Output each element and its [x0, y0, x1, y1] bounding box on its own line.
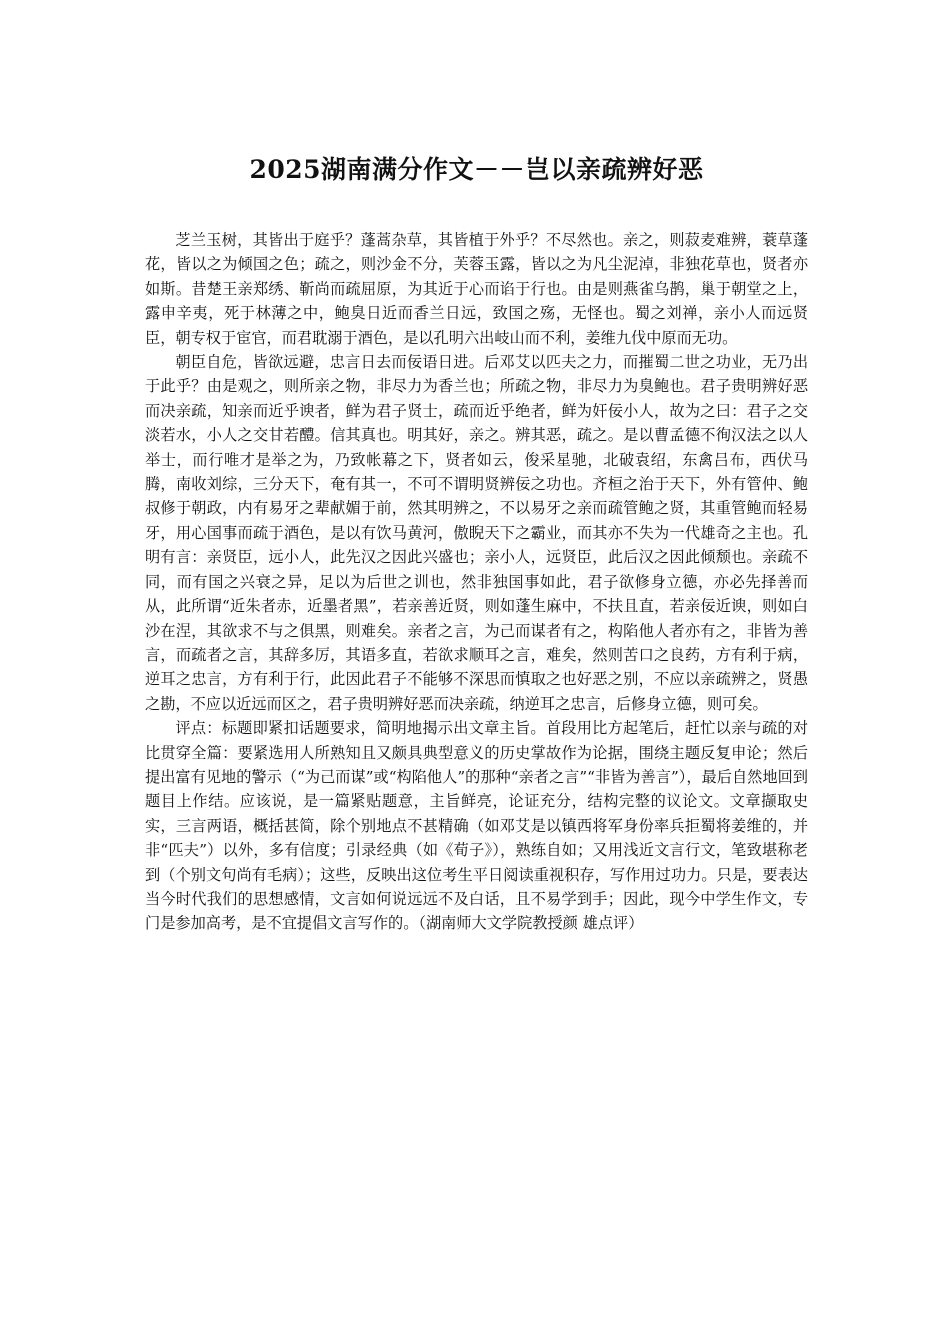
document-title: 2025湖南满分作文－－岂以亲疏辨好恶	[249, 155, 704, 184]
paragraph-2: 朝臣自危，皆欲远避，忠言日去而佞语日进。后邓艾以匹夫之力，而摧蜀二世之功业，无乃出于此乎？由是观之，则所亲之物，非尽力为香兰也；所疏之物，非尽力为臭鲍也。君子贵明辨好恶而决亲疏，知亲而近乎谀者，鲜为君子贤士，疏而近乎绝者，鲜为奸佞小人，故为之曰：君子之交淡若水，小人之交甘若醴。信其真也。明其好，亲之。辨其恶，疏之。是以曹孟德不徇汉法之以人举士，而行唯才是举之为，乃致帐幕之下，贤者如云，俊采星驰，北破袁绍，东禽吕布，西伏马腾，南收刘综，三分天下，奄有其一，不可不谓明贤辨佞之功也。齐桓之治于天下，外有管仲、鲍叔修于朝政，内有易牙之辈献媚于前，然其明辨之，不以易牙之亲而疏管鲍之贤，其重管鲍而轻易牙，用心国事而疏于酒色，是以有饮马黄河，傲睨天下之霸业，而其亦不失为一代雄奇之主也。孔明有言：亲贤臣，远小人，此先汉之因此兴盛也；亲小人，远贤臣，此后汉之因此倾颓也。亲疏不同，而有国之兴衰之异，足以为后世之训也，然非独国事如此，君子欲修身立德，亦必先择善而从，此所谓“近朱者赤，近墨者黑”，若亲善近贤，则如蓬生麻中，不扶且直，若亲佞近谀，则如白沙在涅，其欲求不与之俱黑，则难矣。亲者之言，为己而谋者有之，构陷他人者亦有之，非皆为善言，而疏者之言，其辞多厉，其语多直，若欲求顺耳之言，难矣，然则苦口之良药，方有利于病，逆耳之忠言，方有利于行，此因此君子不能够不深思而慎取之也好恶之别，不应以亲疏辨之，贤愚之勘，不应以近远而区之，君子贵明辨好恶而决亲疏，纳逆耳之忠言，后修身立德，则可矣。	[145, 353, 808, 713]
commentary-paragraph: 评点：标题即紧扣话题要求，简明地揭示出文章主旨。首段用比方起笔后，赶忙以亲与疏的对比贯穿全篇：要紧选用人所熟知且又颇具典型意义的历史掌故作为论据，围绕主题反复申论；然后提出富有见地的警示（“为己而谋”或“构陷他人”的那种“亲者之言”“非皆为善言”），最后自然地回到题目上作结。应该说，是一篇紧贴题意，主旨鲜亮，论证充分，结构完整的议论文。文章撷取史实，三言两语，概括甚简，除个别地点不甚精确（如邓艾是以镇西将军身份率兵拒蜀将姜维的，并非“匹夫”）以外，多有信度；引录经典（如《荀子》），熟练自如；又用浅近文言行文，笔致堪称老到（个别文句尚有毛病）；这些，反映出这位考生平日阅读重视积存，写作用过功力。只是，要表达当今时代我们的思想感情，文言如何说远远不及白话，且不易学到手；因此，现今中学生作文，专门是参加高考，是不宜提倡文言写作的。（湖南师大文学院教授颜 雄点评）	[145, 719, 808, 933]
document-page	[145, 150, 808, 936]
paragraph-1: 芝兰玉树，其皆出于庭乎？蓬蒿杂草，其皆植于外乎？不尽然也。亲之，则菽麦难辨，蓑草蓬花，皆以之为倾国之色；疏之，则沙金不分，芙蓉玉露，皆以之为凡尘泥淖，非独花草也，贤者亦如斯。昔楚王亲郑绣、靳尚而疏屈原，为其近于心而谄于行也。由是则燕雀乌鹊，巢于朝堂之上，露申辛夷，死于林薄之中，鲍臭日近而香兰日远，致国之殇，无怪也。蜀之刘禅，亲小人而远贤臣，朝专权于宦官，而君耽溺于酒色，是以孔明六出岐山而不利，姜维九伐中原而无功。	[145, 231, 808, 347]
